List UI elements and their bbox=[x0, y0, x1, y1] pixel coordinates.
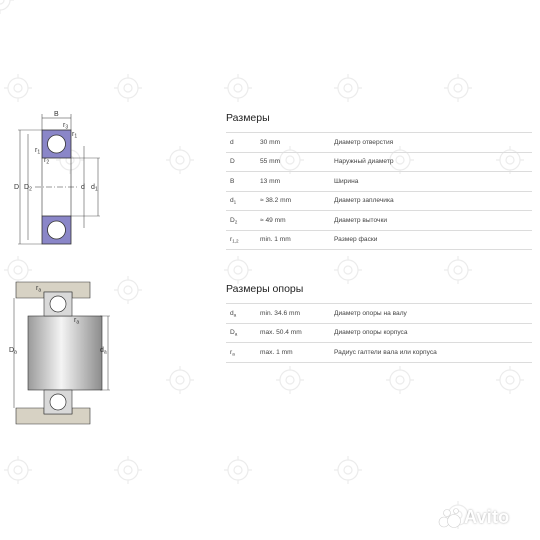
symbol-subscript: a bbox=[233, 312, 237, 318]
label-r2: $r_2$ bbox=[44, 157, 50, 166]
spec-symbol bbox=[226, 172, 256, 192]
symbol-letter: r bbox=[230, 236, 233, 244]
spec-row bbox=[226, 230, 532, 250]
spec-row bbox=[226, 323, 532, 343]
mounting-section bbox=[226, 283, 532, 363]
mounting-title: Размеры опоры bbox=[226, 283, 304, 295]
spec-description: Диаметр опоры корпуса bbox=[330, 323, 532, 343]
spec-value: min. 1 mm bbox=[256, 230, 330, 250]
label-d1: $d_1$ bbox=[91, 184, 98, 193]
spec-row bbox=[226, 211, 532, 231]
avito-logo-icon bbox=[438, 507, 462, 529]
symbol-letter: d bbox=[230, 197, 234, 205]
spec-value: min. 34.6 mm bbox=[256, 304, 330, 324]
symbol-subscript: a bbox=[234, 331, 238, 337]
symbol-letter: r bbox=[230, 348, 233, 356]
mounting-drawing bbox=[9, 282, 110, 424]
spec-value: 55 mm bbox=[256, 152, 330, 172]
symbol-letter: D bbox=[230, 158, 235, 166]
symbol-letter: D bbox=[230, 216, 235, 224]
label-d: d bbox=[81, 184, 85, 191]
spec-row bbox=[226, 172, 532, 192]
spec-row bbox=[226, 304, 532, 324]
label-Da: $D_a$ bbox=[9, 347, 17, 356]
spec-symbol bbox=[226, 304, 256, 324]
spec-value: ≈ 49 mm bbox=[256, 211, 330, 231]
spec-description: Диаметр отверстия bbox=[330, 133, 532, 153]
spec-symbol bbox=[226, 323, 256, 343]
spec-symbol bbox=[226, 343, 256, 363]
label-B: B bbox=[54, 111, 59, 118]
dimensions-section bbox=[226, 112, 532, 250]
avito-logo-text: Avito bbox=[464, 507, 510, 527]
spec-row bbox=[226, 191, 532, 211]
spec-row bbox=[226, 343, 532, 363]
label-r3: $r_3$ bbox=[63, 122, 69, 131]
label-r1-left: $r_1$ bbox=[35, 147, 41, 156]
symbol-letter: B bbox=[230, 177, 235, 185]
dimensions-table bbox=[226, 132, 532, 250]
symbol-letter: d bbox=[230, 138, 234, 146]
spec-symbol bbox=[226, 152, 256, 172]
spec-description: Диаметр заплечика bbox=[330, 191, 532, 211]
bearing-cross-section bbox=[14, 111, 100, 244]
mounting-table bbox=[226, 303, 532, 363]
label-D: D bbox=[14, 184, 20, 191]
spec-symbol bbox=[226, 191, 256, 211]
spec-description: Размер фаски bbox=[330, 230, 532, 250]
avito-logo bbox=[438, 506, 530, 530]
symbol-subscript: 2 bbox=[234, 219, 238, 225]
bearing-dimension-drawings bbox=[0, 0, 220, 540]
spec-symbol bbox=[226, 230, 256, 250]
spec-row bbox=[226, 133, 532, 153]
spec-symbol bbox=[226, 133, 256, 153]
spec-description: Наружный диаметр bbox=[330, 152, 532, 172]
label-D2: $D_2$ bbox=[24, 184, 32, 193]
spec-value: max. 1 mm bbox=[256, 343, 330, 363]
symbol-letter: D bbox=[230, 329, 235, 337]
label-ra-right: $r_a$ bbox=[74, 317, 80, 326]
dimensions-title: Размеры bbox=[226, 112, 270, 124]
symbol-subscript: 1 bbox=[233, 199, 237, 205]
spec-value: max. 50.4 mm bbox=[256, 323, 330, 343]
symbol-subscript: 1,2 bbox=[232, 238, 239, 244]
spec-symbol bbox=[226, 211, 256, 231]
spec-value: ≈ 38.2 mm bbox=[256, 191, 330, 211]
spec-description: Ширина bbox=[330, 172, 532, 192]
symbol-subscript: a bbox=[232, 351, 235, 357]
spec-description: Диаметр опоры на валу bbox=[330, 304, 532, 324]
spec-row bbox=[226, 152, 532, 172]
spec-value: 13 mm bbox=[256, 172, 330, 192]
symbol-letter: d bbox=[230, 309, 234, 317]
spec-description: Радиус галтели вала или корпуса bbox=[330, 343, 532, 363]
spec-value: 30 mm bbox=[256, 133, 330, 153]
spec-description: Диаметр выточки bbox=[330, 211, 532, 231]
label-ra-top: $r_a$ bbox=[36, 285, 42, 294]
label-da: $d_a$ bbox=[100, 347, 107, 356]
label-r1-top: $r_1$ bbox=[72, 131, 78, 140]
